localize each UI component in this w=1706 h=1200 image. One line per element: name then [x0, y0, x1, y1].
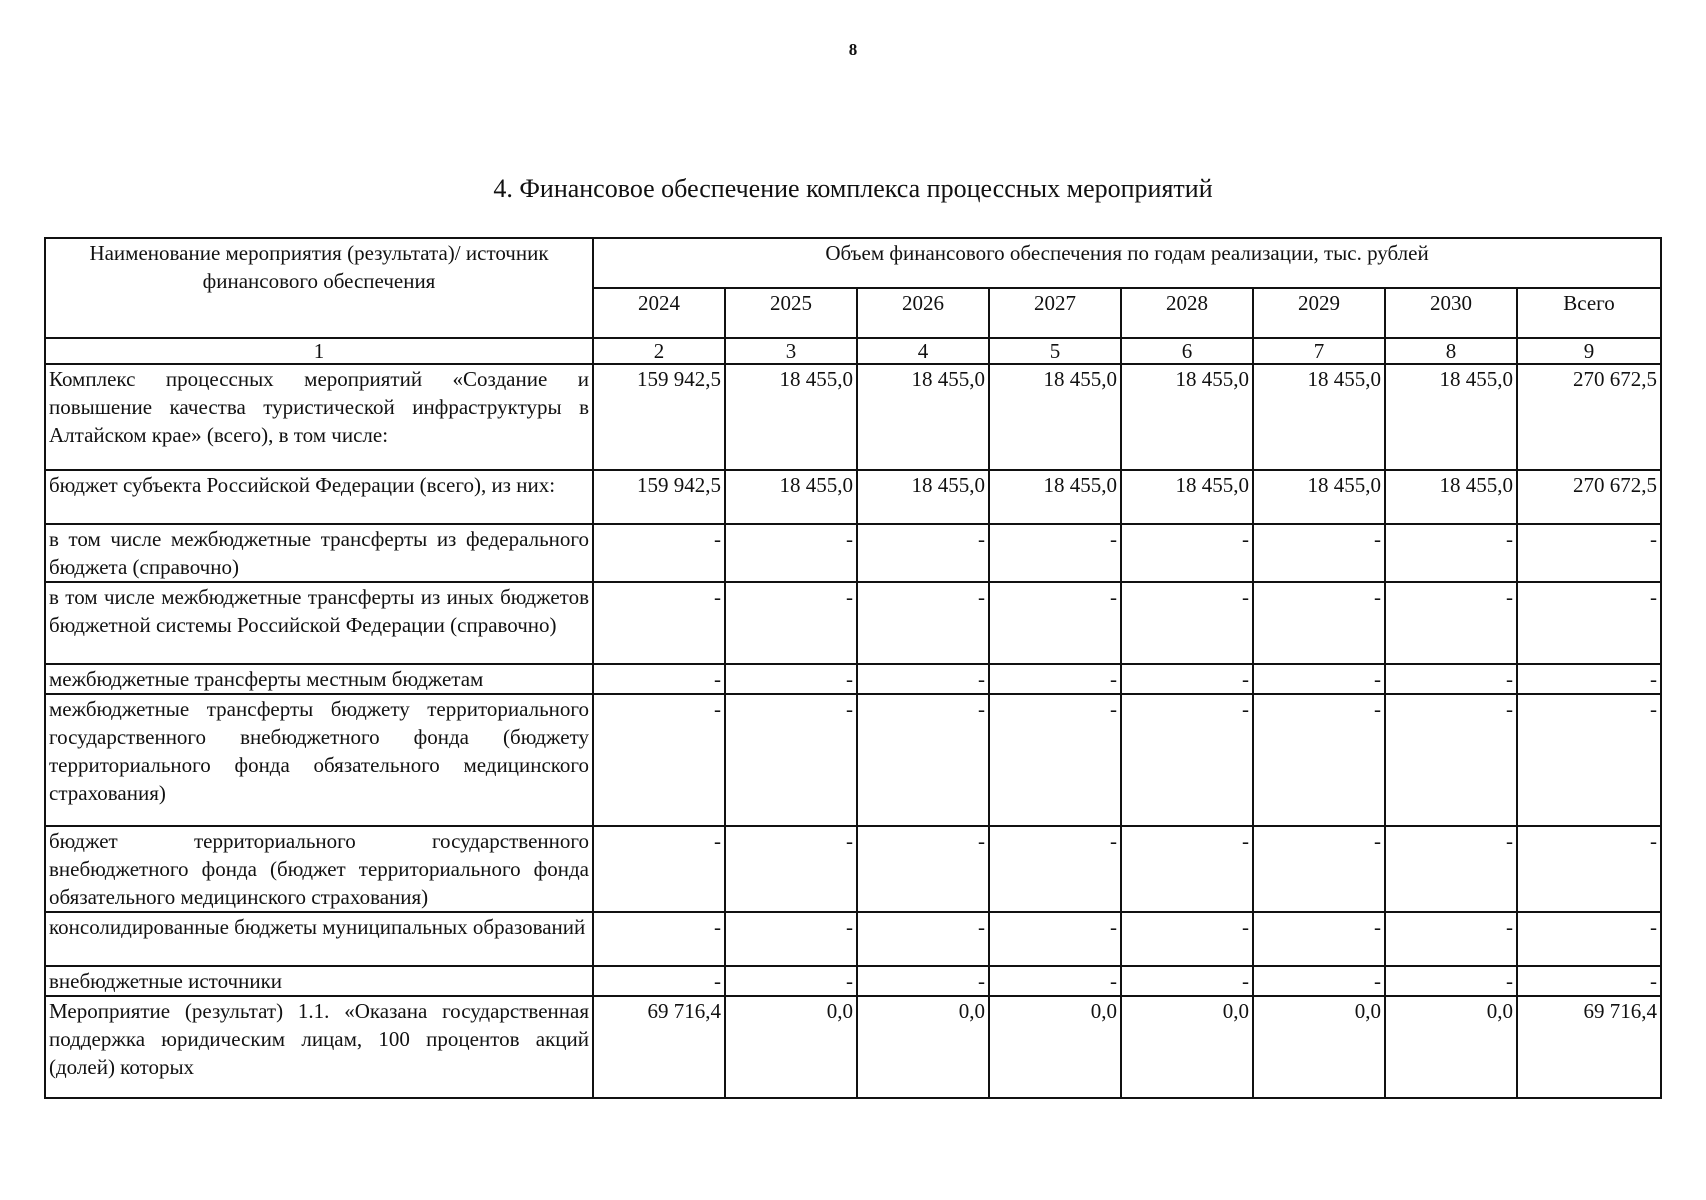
value-cell: - [989, 524, 1121, 582]
column-number-cell: 8 [1385, 338, 1517, 364]
value-cell: - [1253, 826, 1385, 912]
value-cell: 18 455,0 [857, 364, 989, 470]
column-number-cell: 7 [1253, 338, 1385, 364]
value-cell: 0,0 [857, 996, 989, 1098]
table-row [45, 996, 1661, 1098]
year-header-cell: 2027 [989, 288, 1121, 338]
value-cell: 18 455,0 [1253, 364, 1385, 470]
value-cell: 270 672,5 [1517, 470, 1661, 524]
column-number-cell: 9 [1517, 338, 1661, 364]
value-cell: 18 455,0 [1385, 470, 1517, 524]
value-cell: - [1253, 694, 1385, 826]
table-row [45, 966, 1661, 996]
value-cell: - [857, 826, 989, 912]
value-cell: 270 672,5 [1517, 364, 1661, 470]
row-name-cell: в том числе межбюджетные трансферты из иных бюджетов бюджетной системы Российской Федерации (справочно) [45, 582, 593, 664]
financing-table [44, 237, 1662, 1099]
value-cell: - [593, 694, 725, 826]
table-row [45, 826, 1661, 912]
value-cell: - [989, 826, 1121, 912]
value-cell: - [1253, 664, 1385, 694]
column-number-cell: 5 [989, 338, 1121, 364]
value-cell: 18 455,0 [1253, 470, 1385, 524]
value-cell: - [1517, 912, 1661, 966]
value-cell: 18 455,0 [1121, 470, 1253, 524]
table-row [45, 912, 1661, 966]
value-cell: - [1253, 524, 1385, 582]
value-cell: - [857, 912, 989, 966]
value-cell: - [725, 524, 857, 582]
year-header-cell: 2026 [857, 288, 989, 338]
value-cell: - [725, 826, 857, 912]
column-number-cell: 6 [1121, 338, 1253, 364]
column-number-cell: 2 [593, 338, 725, 364]
value-cell: - [1253, 912, 1385, 966]
column-number-cell: 3 [725, 338, 857, 364]
page-number: 8 [848, 40, 858, 59]
value-cell: - [1121, 694, 1253, 826]
row-name-cell: Комплекс процессных мероприятий «Создание и повышение качества туристической инфраструктуры в Алтайском крае» (всего), в том числе: [45, 364, 593, 470]
year-header-cell: 2028 [1121, 288, 1253, 338]
value-cell: 18 455,0 [725, 470, 857, 524]
value-cell: - [725, 582, 857, 664]
year-header-cell: Всего [1517, 288, 1661, 338]
value-cell: - [1385, 582, 1517, 664]
value-cell: - [1121, 582, 1253, 664]
value-cell: - [989, 966, 1121, 996]
table-row [45, 694, 1661, 826]
row-name-cell: бюджет субъекта Российской Федерации (всего), из них: [45, 470, 593, 524]
value-cell: - [857, 694, 989, 826]
value-cell: - [593, 524, 725, 582]
value-cell: - [1517, 826, 1661, 912]
value-cell: 0,0 [1253, 996, 1385, 1098]
value-cell: 18 455,0 [989, 364, 1121, 470]
value-cell: 0,0 [1385, 996, 1517, 1098]
year-header-cell: 2025 [725, 288, 857, 338]
row-name-cell: консолидированные бюджеты муниципальных образований [45, 912, 593, 966]
value-cell: - [593, 582, 725, 664]
year-header-cell: 2029 [1253, 288, 1385, 338]
header-row [45, 238, 1661, 288]
value-cell: 69 716,4 [1517, 996, 1661, 1098]
value-cell: - [857, 966, 989, 996]
value-cell: 18 455,0 [989, 470, 1121, 524]
value-cell: - [1121, 524, 1253, 582]
value-cell: - [989, 912, 1121, 966]
table-row [45, 364, 1661, 470]
value-cell: - [989, 582, 1121, 664]
column-number-cell: 1 [45, 338, 593, 364]
value-cell: - [1517, 694, 1661, 826]
value-cell: - [1517, 664, 1661, 694]
value-cell: - [1385, 694, 1517, 826]
row-name-cell: в том числе межбюджетные трансферты из федерального бюджета (справочно) [45, 524, 593, 582]
column-number-cell: 4 [857, 338, 989, 364]
value-cell: - [857, 582, 989, 664]
value-cell: 18 455,0 [857, 470, 989, 524]
value-cell: 0,0 [725, 996, 857, 1098]
value-cell: - [1121, 664, 1253, 694]
table-row [45, 664, 1661, 694]
value-cell: - [593, 966, 725, 996]
value-cell: 18 455,0 [1385, 364, 1517, 470]
value-cell: - [1121, 966, 1253, 996]
value-cell: - [725, 966, 857, 996]
value-cell: - [1121, 912, 1253, 966]
value-cell: 159 942,5 [593, 364, 725, 470]
row-name-cell: внебюджетные источники [45, 966, 593, 996]
table-row [45, 524, 1661, 582]
year-header-cell: 2024 [593, 288, 725, 338]
value-cell: - [1385, 826, 1517, 912]
value-cell: - [593, 664, 725, 694]
column-numbers-row [45, 338, 1661, 364]
table-row [45, 582, 1661, 664]
value-cell: - [1517, 524, 1661, 582]
header-name-cell: Наименование мероприятия (результата)/ источник финансового обеспечения [45, 238, 593, 338]
value-cell: - [1253, 966, 1385, 996]
value-cell: - [1121, 826, 1253, 912]
value-cell: - [989, 664, 1121, 694]
value-cell: - [593, 826, 725, 912]
value-cell: - [1385, 664, 1517, 694]
row-name-cell: межбюджетные трансферты местным бюджетам [45, 664, 593, 694]
value-cell: 0,0 [1121, 996, 1253, 1098]
value-cell: - [1385, 524, 1517, 582]
value-cell: - [1253, 582, 1385, 664]
value-cell: 0,0 [989, 996, 1121, 1098]
value-cell: - [725, 912, 857, 966]
row-name-cell: бюджет территориального государственного внебюджетного фонда (бюджет территориального фонда обязательного медицинского страхования) [45, 826, 593, 912]
value-cell: - [1517, 966, 1661, 996]
value-cell: 159 942,5 [593, 470, 725, 524]
value-cell: - [857, 664, 989, 694]
value-cell: 18 455,0 [725, 364, 857, 470]
year-header-cell: 2030 [1385, 288, 1517, 338]
value-cell: - [593, 912, 725, 966]
value-cell: 18 455,0 [1121, 364, 1253, 470]
row-name-cell: межбюджетные трансферты бюджету территориального государственного внебюджетного фонда (бюджету территориального фонда обязательного медицинского страхования) [45, 694, 593, 826]
value-cell: - [1385, 912, 1517, 966]
value-cell: - [989, 694, 1121, 826]
value-cell: - [1517, 582, 1661, 664]
header-volume-cell: Объем финансового обеспечения по годам реализации, тыс. рублей [593, 238, 1661, 288]
section-title: 4. Финансовое обеспечение комплекса процессных мероприятий [493, 174, 1213, 203]
table-row [45, 470, 1661, 524]
value-cell: - [1385, 966, 1517, 996]
value-cell: - [725, 664, 857, 694]
value-cell: 69 716,4 [593, 996, 725, 1098]
row-name-cell: Мероприятие (результат) 1.1. «Оказана государственная поддержка юридическим лицам, 100 процентов акций (долей) которых [45, 996, 593, 1098]
value-cell: - [725, 694, 857, 826]
value-cell: - [857, 524, 989, 582]
